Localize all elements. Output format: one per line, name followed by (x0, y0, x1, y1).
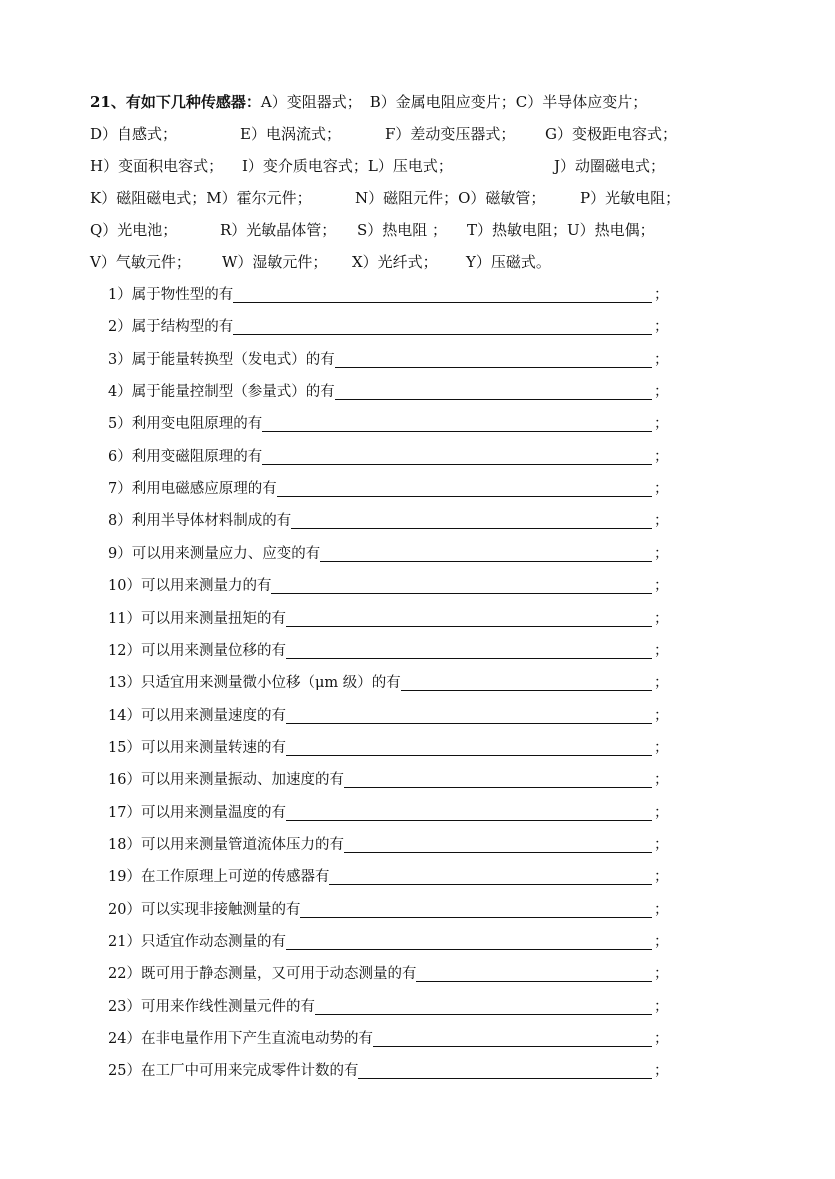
subquestion-number: 25） (108, 1063, 141, 1080)
subquestion-row (108, 704, 668, 728)
option-item: A）变阻器式； (260, 93, 362, 111)
subquestion-row (108, 833, 668, 857)
subquestion-text: 可以用来测量力的有 (140, 578, 272, 595)
answer-blank[interactable] (233, 316, 652, 335)
subquestion-text: 可以用来测量扭矩的有 (140, 610, 286, 627)
option-line-4 (90, 186, 680, 210)
answer-blank[interactable] (286, 737, 652, 756)
subquestion-number: 20） (108, 901, 141, 918)
subquestion-row (108, 962, 668, 986)
subquestion-text: 只适宜用来测量微小位移（μm 级）的有 (140, 675, 401, 692)
subquestion-end-mark: ； (654, 384, 669, 401)
subquestion-end-mark: ； (654, 319, 669, 336)
subquestion-row (108, 509, 668, 533)
subquestion-row (108, 542, 668, 566)
subquestion-row (108, 412, 668, 436)
subquestion-end-mark: ； (654, 772, 669, 789)
answer-blank[interactable] (271, 575, 652, 594)
subquestion-end-mark: ； (654, 513, 669, 530)
subquestion-number: 24） (108, 1031, 141, 1048)
subquestion-text: 可以用来测量振动、加速度的有 (140, 772, 344, 789)
subquestion-end-mark: ； (654, 287, 669, 303)
subquestion-text: 可以用来测量应力、应变的有 (131, 545, 321, 562)
subquestion-number: 15） (108, 739, 141, 756)
answer-blank[interactable] (344, 769, 652, 788)
subquestion-end-mark: ； (654, 1063, 669, 1080)
subquestion-row (108, 1059, 668, 1083)
answer-blank[interactable] (286, 931, 652, 950)
subquestion-row (108, 639, 668, 663)
option-item: H）变面积电容式； (90, 157, 224, 175)
subquestion-number: 6） (108, 448, 132, 465)
answer-blank[interactable] (262, 413, 652, 432)
subquestion-row (108, 607, 668, 631)
subquestion-end-mark: ； (654, 836, 669, 853)
subquestion-row (108, 898, 668, 922)
question-heading: 21、有如下几种传感器： (90, 93, 261, 111)
subquestion-number: 22） (108, 966, 141, 983)
subquestion-number: 5） (108, 416, 132, 433)
subquestion-text: 可以用来测量温度的有 (140, 804, 286, 821)
answer-blank[interactable] (335, 349, 652, 368)
subquestion-text: 可以用来测量管道流体压力的有 (140, 836, 344, 853)
option-item: G）变极距电容式； (545, 125, 677, 143)
option-item: E）电涡流式； (240, 125, 341, 143)
subquestion-end-mark: ； (654, 739, 669, 756)
subquestion-number: 18） (108, 836, 141, 853)
answer-blank[interactable] (358, 1060, 652, 1079)
subquestion-text: 可以用来测量速度的有 (140, 707, 286, 724)
subquestion-text: 属于结构型的有 (131, 319, 234, 336)
subquestion-end-mark: ； (654, 1031, 669, 1048)
subquestion-number: 19） (108, 869, 141, 886)
answer-blank[interactable] (320, 543, 652, 562)
subquestion-row (108, 865, 668, 889)
subquestion-end-mark: ； (654, 351, 669, 368)
option-item: R）光敏晶体管； (220, 221, 337, 239)
subquestion-text: 利用电磁感应原理的有 (131, 481, 277, 498)
subquestion-number: 3） (108, 351, 132, 368)
subquestion-row (108, 768, 668, 792)
answer-blank[interactable] (286, 705, 652, 724)
subquestion-end-mark: ； (654, 901, 669, 918)
subquestion-number: 13） (108, 675, 141, 692)
subquestion-end-mark: ； (654, 416, 669, 433)
subquestion-row (108, 736, 668, 760)
option-item: D）自感式； (90, 125, 178, 143)
subquestion-text: 利用变磁阻原理的有 (131, 448, 263, 465)
answer-blank[interactable] (401, 672, 652, 691)
answer-blank[interactable] (315, 996, 652, 1015)
option-item: I）变介质电容式；L）压电式； (242, 157, 453, 175)
answer-blank[interactable] (344, 834, 652, 853)
subquestion-number: 11） (108, 610, 141, 627)
subquestion-number: 2） (108, 319, 132, 336)
subquestion-text: 利用变电阻原理的有 (131, 416, 263, 433)
answer-blank[interactable] (291, 510, 652, 529)
subquestion-end-mark: ； (654, 545, 669, 562)
answer-blank[interactable] (286, 802, 652, 821)
answer-blank[interactable] (416, 963, 652, 982)
subquestion-end-mark: ； (654, 448, 669, 465)
subquestion-row (108, 801, 668, 825)
subquestion-row (108, 671, 668, 695)
subquestion-number: 16） (108, 772, 141, 789)
option-item: P）光敏电阻； (580, 189, 681, 207)
subquestion-number: 10） (108, 578, 141, 595)
option-item: B）金属电阻应变片；C）半导体应变片； (369, 93, 648, 111)
subquestion-end-mark: ； (654, 869, 669, 886)
option-line-6 (90, 250, 551, 274)
subquestion-row (108, 380, 668, 404)
subquestion-number: 4） (108, 384, 132, 401)
subquestion-row (108, 995, 668, 1019)
answer-blank[interactable] (262, 446, 652, 465)
option-item: J）动圈磁电式； (554, 157, 666, 175)
option-item: X）光纤式； (352, 253, 438, 271)
option-item: T）热敏电阻；U）热电偶； (467, 221, 655, 239)
subquestion-number: 1） (108, 287, 132, 303)
subquestion-text: 在工作原理上可逆的传感器有 (140, 869, 330, 886)
subquestion-number: 23） (108, 998, 141, 1015)
subquestion-row (108, 477, 668, 501)
subquestion-row (108, 930, 668, 954)
subquestion-row (108, 348, 668, 372)
subquestion-number: 12） (108, 642, 141, 659)
answer-blank[interactable] (300, 899, 652, 918)
option-item: N）磁阻元件；O）磁敏管； (355, 189, 546, 207)
option-line-5 (90, 218, 655, 242)
option-item: Y）压磁式。 (466, 253, 551, 271)
subquestion-text: 属于物性型的有 (131, 287, 234, 303)
subquestion-text: 可以用来测量转速的有 (140, 739, 286, 756)
subquestion-number: 14） (108, 707, 141, 724)
subquestion-row (108, 574, 668, 598)
subquestion-text: 属于能量转换型（发电式）的有 (131, 351, 335, 368)
answer-blank[interactable] (335, 381, 652, 400)
subquestion-end-mark: ； (654, 481, 669, 498)
answer-blank[interactable] (329, 866, 652, 885)
subquestion-number: 8） (108, 513, 132, 530)
subquestion-end-mark: ； (654, 804, 669, 821)
subquestion-row (108, 315, 668, 339)
subquestion-text: 可用来作线性测量元件的有 (140, 998, 315, 1015)
subquestion-end-mark: ； (654, 998, 669, 1015)
subquestion-end-mark: ； (654, 966, 669, 983)
answer-blank[interactable] (277, 478, 652, 497)
subquestion-end-mark: ； (654, 642, 669, 659)
subquestion-end-mark: ； (654, 610, 669, 627)
option-item: S）热电阻 ； (357, 221, 448, 239)
subquestion-text: 可以用来测量位移的有 (140, 642, 286, 659)
subquestion-end-mark: ； (654, 578, 669, 595)
subquestion-text: 属于能量控制型（参量式）的有 (131, 384, 335, 401)
subquestion-number: 7） (108, 481, 132, 498)
option-item: K）磁阻磁电式；M）霍尔元件； (90, 189, 312, 207)
subquestion-row (108, 283, 668, 307)
option-item: Q）光电池； (90, 221, 178, 239)
answer-blank[interactable] (373, 1028, 652, 1047)
answer-blank[interactable] (286, 608, 652, 627)
subquestion-text: 在非电量作用下产生直流电动势的有 (140, 1031, 373, 1048)
answer-blank[interactable] (233, 284, 652, 303)
subquestion-text: 既可用于静态测量，又可用于动态测量的有 (140, 966, 417, 983)
subquestion-end-mark: ； (654, 934, 669, 950)
subquestion-row (108, 445, 668, 469)
subquestion-text: 利用半导体材料制成的有 (131, 513, 292, 530)
subquestion-end-mark: ； (654, 675, 669, 692)
option-item: F）差动变压器式； (385, 125, 516, 143)
option-line-1 (90, 90, 647, 114)
subquestion-text: 可以实现非接触测量的有 (140, 901, 301, 918)
option-item: W）湿敏元件； (222, 253, 328, 271)
subquestion-text: 只适宜作动态测量的有 (140, 934, 286, 950)
subquestion-number: 9） (108, 545, 132, 562)
subquestion-number: 17） (108, 804, 141, 821)
option-line-2 (90, 122, 677, 146)
option-line-3 (90, 154, 665, 178)
subquestion-row (108, 1027, 668, 1051)
answer-blank[interactable] (286, 640, 652, 659)
subquestion-text: 在工厂中可用来完成零件计数的有 (140, 1063, 359, 1080)
subquestion-number: 21） (108, 934, 141, 950)
subquestion-end-mark: ； (654, 707, 669, 724)
option-item: V）气敏元件； (90, 253, 191, 271)
